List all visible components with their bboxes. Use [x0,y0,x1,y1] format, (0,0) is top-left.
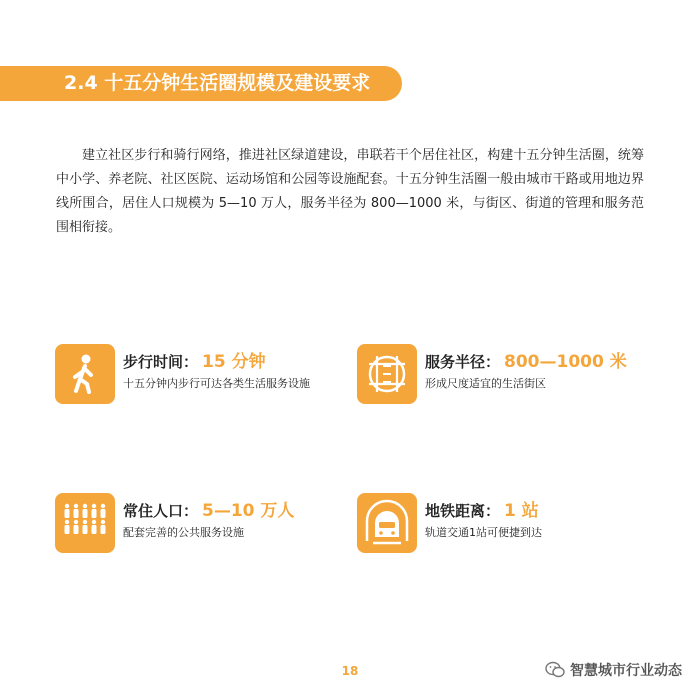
population-icon [55,493,115,553]
metro-distance-value: 1 站 [504,501,539,521]
service-radius-value: 800—1000 米 [504,352,627,372]
section-title: 2.4 十五分钟生活圈规模及建设要求 [64,72,371,94]
intro-paragraph: 建立社区步行和骑行网络，推进社区绿道建设，串联若干个居住社区，构建十五分钟生活圈，统筹中小学、养老院、社区医院、运动场馆和公园等设施配套。十五分钟生活圈一般由城市干路或用地边界线所围合，居住人口规模为 5—10 万人，服务半径为 800—1000 米，与街区、街道的管理和服务范围相衔接。 [56,148,644,235]
walking-person-icon [55,344,115,404]
population-value: 5—10 万人 [202,501,295,521]
page-number: 18 [341,664,359,678]
walking-time-title: 步行时间： 15 分钟 [123,352,266,372]
service-radius-icon [357,344,417,404]
watermark-text: 智慧城市行业动态 [570,663,682,679]
service-radius-card [357,344,657,406]
metro-distance-card [357,493,637,555]
watermark [545,660,682,680]
population-desc: 配套完善的公共服务设施 [123,526,244,539]
population-card [55,493,335,555]
metro-distance-desc: 轨道交通1站可便捷到达 [425,526,542,539]
service-radius-title: 服务半径： 800—1000 米 [425,352,627,372]
metro-train-icon [357,493,417,553]
wechat-icon [545,661,565,679]
walking-time-card [55,344,335,406]
walking-time-value: 15 分钟 [202,352,266,372]
walking-time-desc: 十五分钟内步行可达各类生活服务设施 [123,377,310,390]
service-radius-desc: 形成尺度适宜的生活街区 [425,377,546,390]
section-header-bar [0,66,402,101]
population-title: 常住人口： 5—10 万人 [123,501,295,521]
metro-distance-title: 地铁距离： 1 站 [425,501,539,521]
